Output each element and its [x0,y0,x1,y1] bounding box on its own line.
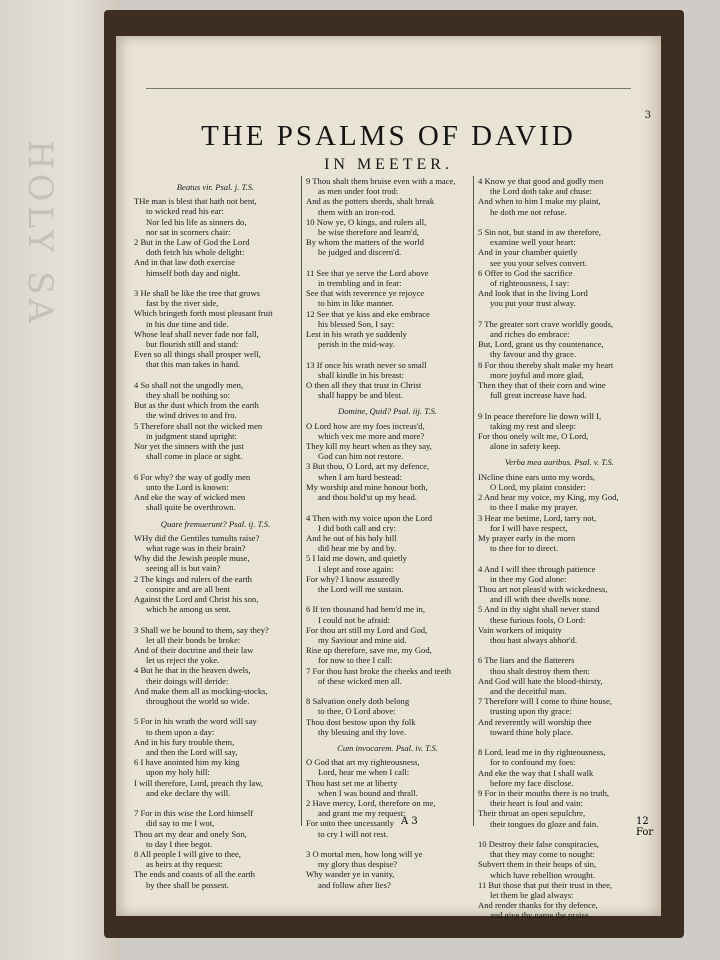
verse-line: which have rebellion wrought. [490,869,596,880]
verse-line: Lest in his wrath ye suddenly [306,329,407,340]
verse-line: unto the Lord is known: [146,481,229,492]
verse-line: be wise therefore and learn'd, [318,227,420,238]
verse-line: Rise up therefore, save me, my God, [306,645,432,656]
verse-line [134,706,297,716]
verse-line: The ends and coasts of all the earth [134,869,255,880]
verse-line: 5 Sin not, but stand in aw therefore, [478,227,601,238]
verse-line: Why did the Jewish people muse, [134,553,250,564]
verse-line: WHy did the Gentiles tumults raise? [134,532,260,543]
verse-line: 3 He shall be like the tree that grows [134,288,261,299]
verse-line: And he out of his holy hill [306,532,397,543]
verse-line [478,829,641,839]
verse-line: his blessed Son, I say: [318,318,395,329]
verse-line: in trembling and in fear: [318,278,402,289]
verse-line: 4 So shall not the ungodly men, [134,379,244,390]
verse-line: shall kindle in his breast: [318,369,404,380]
show-through-text: HOLY SA [20,140,60,328]
verse-line: of these wicked men all. [318,675,402,686]
psalm-heading: Quare fremuerunt? Psal. ij. T.S. [160,518,271,529]
verse-line: let us reject the yoke. [146,655,220,666]
verse-line: taking my rest and sleep: [490,420,576,431]
verse-line: I did both call and cry: [318,522,397,533]
verse-line: before my face disclose. [490,777,574,788]
verse-line [306,839,469,849]
verse-line: in judgment stand upright: [146,430,237,441]
verse-line: for I will have respect, [490,522,568,533]
verse-line: INcline thine ears unto my words, [478,471,595,482]
verse-line: to them upon a day: [146,726,215,737]
verse-line: thou hast always abhor'd. [490,634,577,645]
verse-line [134,614,297,624]
verse-line: See that with reverence ye rejoyce [306,288,425,299]
verse-line: and give thy name the praise. [490,910,591,921]
verse-line: 5 For in his wrath the word will say [134,716,257,727]
verse-line: let them be glad always: [490,890,574,901]
verse-line [478,553,641,563]
verse-line: For why? I know assuredly [306,573,400,584]
verse-line: Lord, hear me when I call: [318,767,410,778]
verse-line: as men under foot trod: [318,186,399,197]
verse-line: And as the potters sherds, shalt break [306,196,435,207]
verse-line: O God that art my righteousness, [306,757,420,768]
verse-line: By whom the matters of the world [306,237,424,248]
verse-line: 2 But in the Law of God the Lord [134,237,250,248]
verse-line: Against the Lord and Christ his son, [134,593,259,604]
verse-line: their tongues do gloze and fain. [490,818,599,829]
verse-line: that this man takes in hand. [146,359,241,370]
verse-line: For thou onely wilt me, O Lord, [478,431,589,442]
verse-line: 13 If once his wrath never so small [306,359,427,370]
verse-line: toward thine holy place. [490,726,574,737]
verse-line: trusting upon thy grace: [490,706,572,717]
verse-line: the wind drives to and fro. [146,410,237,421]
verse-line: 5 I laid me down, and quietly [306,553,407,564]
verse-line [134,370,297,380]
catchword: 12 For [636,816,654,838]
verse-line: and thou hold'st up my head. [318,492,417,503]
verse-line: upon my holy hill: [146,767,210,778]
verse-line: 6 If ten thousand had hem'd me in, [306,604,425,615]
verse-line: And eke the way that I shall walk [478,767,594,778]
verse-line: that they may come to nought: [490,849,595,860]
verse-line: they shall be nothing so: [146,390,231,401]
verse-line: in his due time and tide. [146,318,229,329]
running-head-rule [146,88,631,89]
verse-line: and then the Lord will say, [146,746,238,757]
verse-line [306,258,469,268]
psalm-heading: Beatus vir. Psal. j. T.S. [176,182,255,192]
verse-line: 11 But those that put their trust in thee, [478,879,613,890]
verse-line: my Saviour and mine aid. [318,634,407,645]
verse-line: perish in the mid-way. [318,339,395,350]
verse-line [478,400,641,410]
verse-line: My worship and mine honour both, [306,481,428,492]
verse-line: And make them all as mocking-stocks, [134,685,268,696]
verse-line: and ill with thee dwells none. [490,594,592,605]
verse-line: nor sat in scorners chair: [146,226,231,237]
verse-line: 5 Therefore shall not the wicked men [134,420,263,431]
verse-line: 12 See that ye kiss and eke embrace [306,308,430,319]
verse-line: Thou art my dear and onely Son, [134,828,247,839]
verse-line: 8 For thou thereby shalt make my heart [478,359,614,370]
verse-line: more joyful and more glad, [490,369,584,380]
verse-line: my glory thus despise? [318,859,398,870]
verse-line: did hear me by and by. [318,543,397,554]
verse-line: They kill my heart when as they say, [306,441,432,452]
verse-line: 6 The liars and the flatterers [478,655,575,666]
verse-line: 4 Then with my voice upon the Lord [306,512,433,523]
verse-line: and riches do embrace: [490,329,570,340]
verse-line: he doth me not refuse. [490,206,567,217]
verse-line: and eke declare thy will. [146,787,231,798]
verse-line: THe man is blest that hath not bent, [134,196,257,207]
verse-line [306,686,469,696]
verse-line: to thee, O Lord above: [318,706,396,717]
facing-page [0,0,120,960]
verse-line: throughout the world so wide. [146,695,250,706]
verse-line: 8 Lord, lead me in thy righteousness, [478,747,606,758]
verse-line: be judged and discern'd. [318,247,402,258]
verse-line: 6 Offer to God the sacrifice [478,267,573,278]
verse-line: I slept and rose again: [318,563,394,574]
verse-line: when I am hard bestead: [318,471,402,482]
verse-line: 6 I have anointed him my king [134,757,240,768]
verse-line: thy blessing and thy love. [318,726,407,737]
verse-line: 7 For thou hast broke the cheeks and teeth [306,665,452,676]
verse-line: in thee my God alone: [490,573,567,584]
verse-line: seeing all is but vain? [146,563,221,574]
verse-line: Then they that of their corn and wine [478,380,606,391]
verse-line: 2 Have mercy, Lord, therefore on me, [306,797,436,808]
verse-line: I could not be afraid: [318,614,391,625]
column-middle [301,176,474,890]
verse-line: And eke the way of wicked men [134,492,246,503]
verse-line: 8 All people I will give to thee, [134,849,241,859]
verse-line: to wicked read his ear: [146,206,224,217]
page-number: 3 [644,110,651,121]
verse-line [478,309,641,319]
verse-line: For thou art still my Lord and God, [306,624,428,635]
verse-line: 4 But he that in the heaven dwels, [134,665,251,676]
verse-line: for now to thee I call: [318,655,393,666]
verse-line: and follow after lies? [318,879,391,890]
verse-line: to him in like manner. [318,298,394,309]
verse-line: which he among us sent. [146,604,231,615]
psalm-heading: Cum invocarem. Psal. iv. T.S. [337,742,438,753]
verse-line: 4 And I will thee through patience [478,563,596,574]
verse-line: 5 And in thy sight shall never stand [478,604,600,615]
verse-line: by thee shall be possest. [146,879,229,890]
verse-line [478,737,641,747]
verse-line: 2 And hear my voice, my King, my God, [478,492,619,503]
verse-line [478,645,641,655]
verse-line: when I was bound and thrall. [318,787,418,798]
verse-line: Nor led his life as sinners do, [146,216,247,227]
verse-line: of righteousness, I say: [490,278,570,289]
verse-line: And in that law doth exercise [134,257,235,268]
verse-line [306,502,469,512]
verse-line: see you your selves convert. [490,257,588,268]
verse-line: 7 Therefore will I come to thine house, [478,696,612,707]
verse-line: 11 See that ye serve the Lord above [306,267,429,278]
verse-line: But as the dust which from the earth [134,400,259,411]
verse-line: Thou dost bestow upon thy folk [306,716,416,727]
verse-line: Nor yet the sinners with the just [134,441,244,452]
verse-line: what rage was in their brain? [146,542,246,553]
verse-line: 7 For in this wise the Lord himself [134,808,254,819]
verse-line: himself both day and night. [146,267,241,278]
verse-line: 8 Salvation onely doth belong [306,696,410,707]
verse-line: Vain workers of iniquity [478,624,562,635]
verse-line: 9 For in their mouths there is no truth, [478,787,610,798]
verse-line [306,594,469,604]
verse-line: 6 For why? the way of godly men [134,471,251,482]
verse-line: as heirs at thy request: [146,859,223,870]
verse-line: Subvert them in their heaps of sin, [478,859,597,870]
verse-line: And reverently will worship thee [478,716,592,727]
verse-line: which vex me more and more? [318,430,425,441]
verse-line: And in your chamber quietly [478,247,578,258]
verse-line [134,278,297,288]
verse-line [134,798,297,808]
verse-line: For unto thee uncessantly [306,818,395,829]
verse-line: And in his fury trouble them, [134,736,235,747]
verse-line: Thou art not pleas'd with wickedness, [478,583,608,594]
verse-line [134,461,297,471]
verse-line: to cry I will not rest. [318,828,389,839]
verse-line: And render thanks for thy defence, [478,900,598,911]
verse-line: you put your trust alway. [490,298,576,309]
verse-line: Their throat an open sepulchre, [478,808,586,819]
verse-line: Why wander ye in vanity, [306,869,395,880]
verse-line: and grant me my request: [318,808,406,819]
signature-mark: A 3 [401,816,418,827]
verse-line: thy favour and thy grace. [490,349,577,360]
verse-line: And of their doctrine and their law [134,644,254,655]
psalm-heading: Verba mea auribus. Psal. v. T.S. [504,457,614,468]
verse-line: alone in safety keep. [490,441,561,452]
verse-line: O then all they that trust in Christ [306,380,422,391]
verse-line: 10 Destroy their false conspiracies, [478,839,599,849]
verse-line: for to confound my foes: [490,757,576,768]
verse-line: but flourish still and stand: [146,339,239,350]
verse-line: the Lord doth take and chuse: [490,186,592,197]
verse-line: shall happy be and blest. [318,390,403,401]
verse-line: 3 O mortal men, how long will ye [306,849,423,859]
verse-line: And God will hate the blood-thirsty, [478,675,603,686]
verse-line: let all their bonds be broke: [146,634,241,645]
verse-line [306,349,469,359]
verse-line: 9 In peace therefore lie down will I, [478,410,602,421]
verse-line: 3 But thou, O Lord, art my defence, [306,461,430,472]
verse-line: 10 Now ye, O kings, and rulers all, [306,216,427,227]
verse-line: did say to me I wot, [146,818,215,829]
verse-line: fast by the river side, [146,298,219,309]
verse-line: them with an iron-rod. [318,206,396,217]
verse-line: 7 The greater sort crave worldly goods, [478,318,614,329]
verse-line: And look that in the living Lord [478,288,588,299]
verse-line: Whose leaf shall never fade nor fall, [134,328,259,339]
verse-line: to day I thee begot. [146,838,213,849]
verse-line: O Lord how are my foes increas'd, [306,420,425,431]
verse-line: Which bringeth forth most pleasant fruit [134,308,273,319]
verse-line: the Lord will me sustain. [318,583,404,594]
verse-line: their doings will deride: [146,675,229,686]
verse-line: 2 The kings and rulers of the earth [134,573,252,584]
verse-line: God can him not restore. [318,451,404,462]
verse-line: O Lord, my plaint consider: [490,481,586,492]
verse-line: full great increase have had. [490,390,587,401]
column-left [130,176,301,890]
book-page [116,36,661,921]
verse-line: to thee I make my prayer. [490,502,578,513]
verse-line: these furious fools, O Lord: [490,614,586,625]
verse-line: doth fetch his whole delight: [146,247,245,258]
verse-line: My prayer early in the morn [478,532,576,543]
verse-line: their heart is foul and vain: [490,798,583,809]
verse-line: examine well your heart: [490,237,576,248]
verse-line: conspire and are all bent [146,583,230,594]
page-subtitle: IN MEETER. [324,156,453,173]
verse-line [478,217,641,227]
verse-line: Even so all things shall prosper well, [134,349,261,360]
page-title: THE PSALMS OF DAVID [201,120,576,152]
verse-line: And when to him I make my plaint, [478,196,601,207]
verse-line: 3 Shall we be bound to them, say they? [134,624,269,635]
verse-line: thou shalt destroy them then: [490,665,590,676]
verse-line: shall quite be overthrown. [146,502,236,513]
verse-line: shall come in place or sight. [146,451,243,462]
verse-line: 4 Know ye that good and godly men [478,176,604,186]
verse-line: I will therefore, Lord, preach thy law, [134,777,264,788]
verse-line: to thee for to direct. [490,543,559,554]
verse-line: and the deceitful man. [490,685,567,696]
verse-line: But, Lord, grant us thy countenance, [478,339,604,350]
verse-line: 9 Thou shalt them bruise even with a mace, [306,176,456,186]
verse-line: 3 Hear me betime, Lord, tarry not, [478,512,597,523]
verse-line: Thou hast set me at liberty [306,777,398,788]
psalm-heading: Domine, Quid? Psal. iij. T.S. [338,406,437,417]
